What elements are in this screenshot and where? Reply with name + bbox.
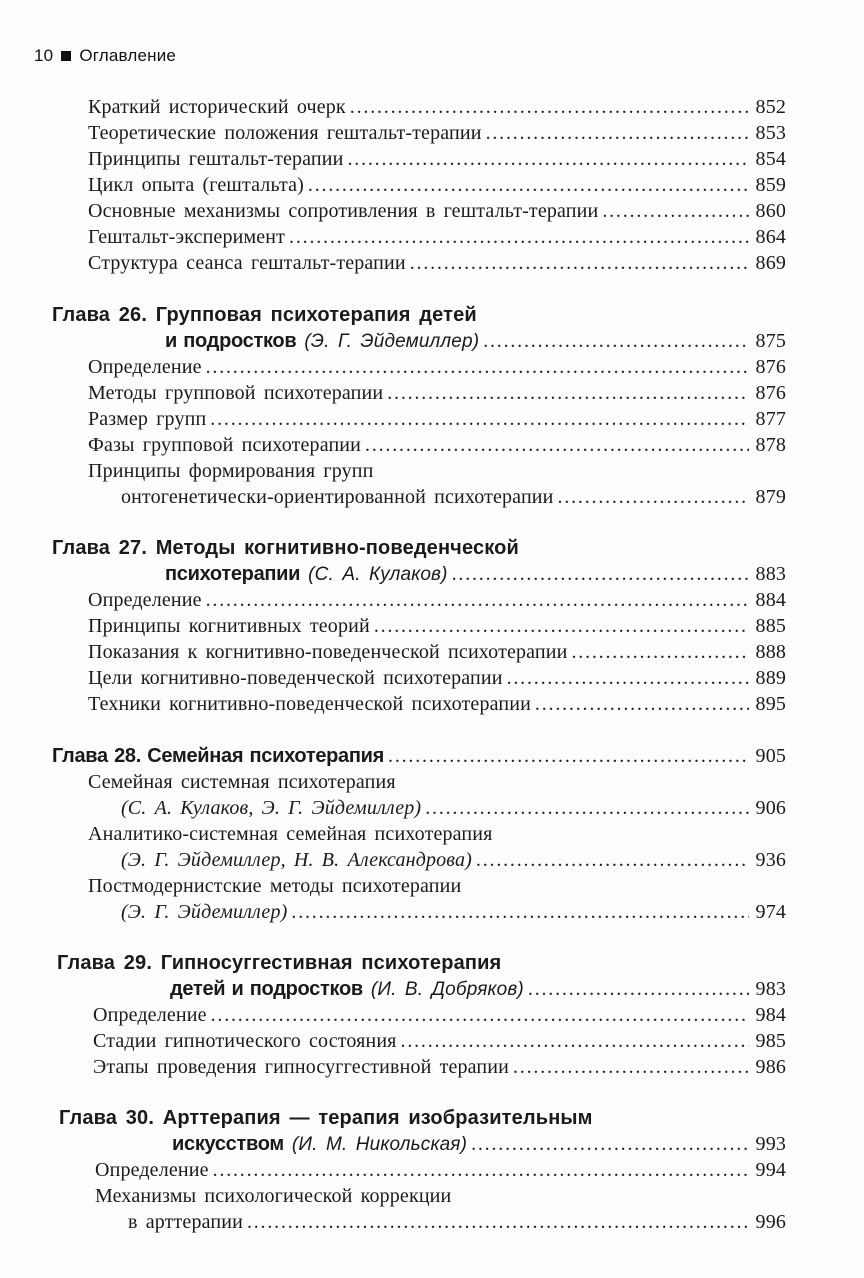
toc-entry[interactable] [88,587,786,613]
leader-dots [535,691,749,717]
leader-dots [513,1054,749,1080]
chapter-author: (И. М. Никольская) [291,1134,468,1155]
toc-entry-title-line1[interactable]: Семейная системная психотерапия [88,771,396,793]
leader-dots [425,795,749,821]
chapter-26-heading[interactable]: Глава 26. Групповая психотерапия детей [52,304,477,326]
chapter-title: Глава 28. Семейная психотерапия [52,745,385,767]
toc-entry[interactable] [88,691,786,717]
toc-entry[interactable] [93,1028,786,1054]
toc-entry[interactable] [88,406,786,432]
toc-entry-title: Стадии гипнотического состояния [93,1030,397,1052]
toc-entry-page: 879 [755,486,786,508]
toc-entry-title: Принципы когнитивных теорий [88,615,370,637]
leader-dots [289,224,749,250]
page-number: 10 [34,46,54,65]
toc-entry-page: 853 [755,122,786,144]
toc-entry[interactable] [128,1209,786,1235]
toc-entry-page: 854 [755,148,786,170]
toc-entry-title: Принципы гештальт-терапии [88,148,344,170]
toc-entry-author: (Э. Г. Эйдемиллер, Н. В. Александрова) [121,849,472,871]
toc-entry-page: 877 [755,408,786,430]
toc-entry-title: Краткий исторический очерк [88,96,346,118]
chapter-30-heading[interactable]: Глава 30. Арттерапия — терапия изобразительным [59,1107,593,1129]
leader-dots [452,561,749,587]
toc-entry[interactable] [88,432,786,458]
chapter-27-heading[interactable]: Глава 27. Методы когнитивно-поведенческой [52,537,519,559]
toc-entry[interactable] [121,847,786,873]
toc-entry-page: 876 [755,382,786,404]
square-bullet-icon [61,51,71,61]
chapter-29-heading-cont[interactable] [170,976,786,1003]
toc-entry[interactable] [88,94,786,120]
toc-entry-page: 852 [755,96,786,118]
leader-dots [602,198,749,224]
chapter-author: (С. А. Кулаков) [308,564,448,585]
toc-entry-title-line1[interactable]: Механизмы психологической коррекции [95,1185,452,1207]
toc-entry-page: 878 [755,434,786,456]
toc-entry-page: 889 [755,667,786,689]
chapter-title: искусством [172,1133,284,1155]
toc-entry[interactable] [121,795,786,821]
leader-dots [308,172,749,198]
toc-entry-title: Цели когнитивно-поведенческой психотерапии [88,667,503,689]
leader-dots [210,406,749,432]
toc-entry[interactable] [88,146,786,172]
toc-entry-title: Определение [93,1004,207,1026]
toc-entry-page: 860 [755,200,786,222]
toc-entry[interactable] [121,484,786,510]
leader-dots [401,1028,749,1054]
toc-entry-page: 876 [755,356,786,378]
chapter-26-heading-cont[interactable] [165,328,786,355]
leader-dots [347,146,749,172]
leader-dots [291,899,749,925]
toc-entry-title: Определение [88,356,202,378]
toc-entry-title: Показания к когнитивно-поведенческой психотерапии [88,641,568,663]
leader-dots [247,1209,749,1235]
chapter-page: 875 [755,330,786,352]
toc-entry-page: 996 [755,1211,786,1233]
leader-dots [206,587,749,613]
toc-entry-page: 985 [755,1030,786,1052]
toc-entry-title-line1[interactable]: Принципы формирования групп [88,460,374,482]
toc-entry-title: Определение [95,1159,209,1181]
leader-dots [571,639,749,665]
toc-entry-title: Этапы проведения гипносуггестивной терапии [93,1056,509,1078]
leader-dots [483,328,749,354]
chapter-title: и подростков [165,330,297,352]
running-head [34,46,176,66]
toc-entry[interactable] [88,354,786,380]
toc-entry-page: 864 [755,226,786,248]
leader-dots [213,1157,749,1183]
toc-entry-page: 869 [755,252,786,274]
chapter-27-heading-cont[interactable] [165,561,786,588]
toc-entry[interactable] [88,380,786,406]
toc-entry-page: 885 [755,615,786,637]
toc-entry-page: 936 [755,849,786,871]
leader-dots [507,665,749,691]
toc-entry[interactable] [88,639,786,665]
toc-entry[interactable] [88,665,786,691]
toc-entry[interactable] [88,250,786,276]
leader-dots [211,1002,749,1028]
leader-dots [471,1131,749,1157]
toc-entry[interactable] [95,1157,786,1183]
leader-dots [476,847,749,873]
leader-dots [558,484,749,510]
leader-dots [350,94,749,120]
toc-entry[interactable] [121,899,786,925]
toc-entry[interactable] [88,224,786,250]
chapter-30-heading-cont[interactable] [172,1131,786,1158]
toc-entry-title-line1[interactable]: Аналитико-системная семейная психотерапия [88,823,493,845]
toc-entry-title: Структура сеанса гештальт-терапии [88,252,406,274]
toc-entry-title: Техники когнитивно-поведенческой психотерапии [88,693,531,715]
toc-entry-title: Цикл опыта (гештальта) [88,174,304,196]
toc-entry-title: Методы групповой психотерапии [88,382,384,404]
toc-entry-title-line2: в арттерапии [128,1211,243,1233]
toc-entry[interactable] [93,1054,786,1080]
toc-entry-page: 906 [755,797,786,819]
leader-dots [388,743,749,769]
leader-dots [374,613,749,639]
leader-dots [206,354,749,380]
chapter-page: 993 [755,1133,786,1155]
chapter-page: 883 [755,563,786,585]
toc-entry-title: Теоретические положения гештальт-терапии [88,122,482,144]
toc-entry-author: (Э. Г. Эйдемиллер) [121,901,288,923]
section-title: Оглавление [79,46,177,65]
leader-dots [410,250,749,276]
toc-entry[interactable] [88,120,786,146]
toc-entry-title: Размер групп [88,408,207,430]
chapter-page: 905 [755,745,786,767]
toc-entry-title: Фазы групповой психотерапии [88,434,362,456]
toc-entry-page: 895 [755,693,786,715]
chapter-author: (Э. Г. Эйдемиллер) [304,331,480,352]
chapter-title: детей и подростков [170,978,363,1000]
chapter-29-heading[interactable]: Глава 29. Гипносуггестивная психотерапия [57,952,502,974]
leader-dots [486,120,749,146]
toc-entry-title: Гештальт-эксперимент [88,226,286,248]
toc-entry-page: 986 [755,1056,786,1078]
toc-entry-title: Определение [88,589,202,611]
leader-dots [365,432,749,458]
chapter-28-heading[interactable] [52,743,786,769]
toc-entry-page: 859 [755,174,786,196]
toc-entry-page: 888 [755,641,786,663]
toc-entry[interactable] [88,198,786,224]
toc-entry-page: 984 [755,1004,786,1026]
toc-entry-page: 884 [755,589,786,611]
chapter-page: 983 [755,978,786,1000]
toc-entry-title-line1[interactable]: Постмодернистские методы психотерапии [88,875,462,897]
toc-entry-page: 974 [755,901,786,923]
toc-entry-title: Основные механизмы сопротивления в гештальт-терапии [88,200,599,222]
leader-dots [528,976,749,1002]
toc-entry-page: 994 [755,1159,786,1181]
chapter-author: (И. В. Добряков) [370,979,524,1000]
toc-entry[interactable] [88,613,786,639]
toc-entry-author: (С. А. Кулаков, Э. Г. Эйдемиллер) [121,797,422,819]
chapter-title: психотерапии [165,563,301,585]
toc-entry[interactable] [93,1002,786,1028]
toc-entry[interactable] [88,172,786,198]
leader-dots [387,380,749,406]
toc-entry-title-line2: онтогенетически-ориентированной психотерапии [121,486,554,508]
